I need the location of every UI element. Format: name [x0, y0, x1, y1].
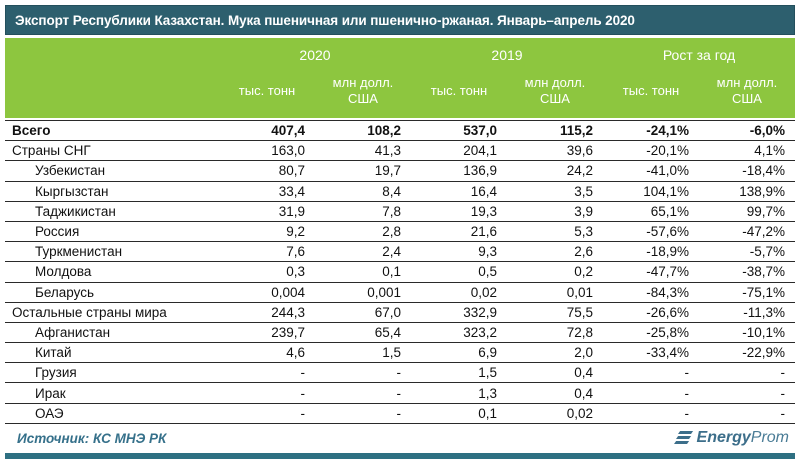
cell-value: 407,4 — [271, 123, 305, 139]
cell-value: -75,1% — [742, 284, 785, 300]
logo-text-energy: Energy — [696, 429, 751, 447]
cell-value: 8,4 — [382, 183, 401, 199]
cell-value: -20,1% — [646, 143, 689, 159]
cell-value: 0,4 — [574, 365, 593, 381]
table-header — [5, 38, 795, 118]
cell-value: 323,2 — [463, 324, 497, 340]
cell-value: -41,0% — [646, 163, 689, 179]
cell-value: - — [780, 385, 785, 401]
table-row — [5, 121, 795, 141]
cell-value: - — [684, 385, 689, 401]
cell-value: 31,9 — [278, 203, 305, 219]
cell-value: 0,004 — [271, 284, 305, 300]
table-row — [5, 363, 795, 383]
title-bar — [5, 5, 795, 35]
unit-header-growth-tons — [603, 68, 699, 114]
cell-value: 138,9% — [739, 183, 785, 199]
bottom-accent-bar — [5, 453, 795, 459]
cell-value: -22,9% — [742, 345, 785, 361]
cell-value: -38,7% — [742, 264, 785, 280]
table-row — [5, 141, 795, 161]
cell-value: 3,9 — [574, 203, 593, 219]
cell-value: 39,6 — [566, 143, 593, 159]
col-group-growth: Рост за год — [662, 47, 736, 63]
cell-value: - — [300, 365, 305, 381]
cell-value: -18,9% — [646, 244, 689, 260]
cell-value: 0,5 — [478, 264, 497, 280]
cell-value: 104,1% — [643, 183, 689, 199]
cell-value: -57,6% — [646, 224, 689, 240]
cell-value: 2,4 — [382, 244, 401, 260]
row-label: ОАЭ — [35, 405, 64, 421]
cell-value: 2,0 — [574, 345, 593, 361]
table-row — [5, 182, 795, 202]
cell-value: 80,7 — [278, 163, 305, 179]
unit-line: тыс. тонн — [622, 83, 680, 98]
row-label: Беларусь — [35, 284, 95, 300]
cell-value: -5,7% — [749, 244, 785, 260]
row-label: Страны СНГ — [12, 143, 91, 159]
cell-value: 9,3 — [478, 244, 497, 260]
cell-value: 0,02 — [470, 284, 497, 300]
cell-value: 65,1% — [650, 203, 689, 219]
table-body — [5, 120, 795, 424]
energyprom-logo — [675, 429, 789, 447]
source-note: Источник: КС МНЭ РК — [17, 430, 167, 446]
cell-value: 19,7 — [374, 163, 401, 179]
unit-line: млн долл. — [332, 75, 394, 90]
unit-line: США — [540, 91, 570, 106]
table-row — [5, 161, 795, 181]
cell-value: -24,1% — [646, 123, 689, 139]
cell-value: 72,8 — [566, 324, 593, 340]
table-row — [5, 222, 795, 242]
table-row — [5, 323, 795, 343]
cell-value: 163,0 — [271, 143, 305, 159]
cell-value: 0,02 — [566, 405, 593, 421]
cell-value: - — [780, 405, 785, 421]
cell-value: 1,5 — [478, 365, 497, 381]
cell-value: 0,1 — [478, 405, 497, 421]
cell-value: 5,3 — [574, 224, 593, 240]
row-label: Остальные страны мира — [12, 304, 167, 320]
cell-value: 19,3 — [470, 203, 497, 219]
cell-value: 24,2 — [566, 163, 593, 179]
table-row — [5, 242, 795, 262]
unit-header-2020-usd — [315, 68, 411, 114]
cell-value: 0,01 — [566, 284, 593, 300]
cell-value: 204,1 — [463, 143, 497, 159]
unit-header-2020-tons — [219, 68, 315, 114]
table-row — [5, 404, 795, 424]
cell-value: -18,4% — [742, 163, 785, 179]
cell-value: 0,2 — [574, 264, 593, 280]
row-label: Афганистан — [35, 324, 111, 340]
energyprom-bars-icon — [675, 431, 692, 445]
page-title: Экспорт Республики Казахстан. Мука пшеничная или пшенично-ржаная. Январь–апрель 2020 — [15, 12, 635, 28]
cell-value: -6,0% — [749, 123, 785, 139]
table-row — [5, 303, 795, 323]
table-row — [5, 343, 795, 363]
cell-value: 332,9 — [463, 304, 497, 320]
unit-line: США — [348, 91, 378, 106]
col-group-2020: 2020 — [299, 47, 331, 63]
cell-value: -47,7% — [646, 264, 689, 280]
cell-value: -11,3% — [743, 304, 785, 320]
cell-value: - — [684, 365, 689, 381]
cell-value: 41,3 — [374, 143, 401, 159]
infographic-frame — [5, 0, 795, 459]
cell-value: 0,001 — [367, 284, 401, 300]
unit-line: США — [732, 91, 762, 106]
cell-value: 115,2 — [559, 123, 593, 139]
footer — [5, 424, 795, 453]
cell-value: -47,2% — [742, 224, 785, 240]
corner-cell — [5, 68, 219, 114]
cell-value: 21,6 — [470, 224, 497, 240]
cell-value: 67,0 — [374, 304, 401, 320]
column-group-row — [5, 47, 795, 65]
cell-value: - — [396, 365, 401, 381]
cell-value: 0,3 — [286, 264, 305, 280]
cell-value: 108,2 — [367, 123, 401, 139]
cell-value: 65,4 — [374, 324, 401, 340]
cell-value: - — [300, 405, 305, 421]
unit-header-row — [5, 68, 795, 114]
cell-value: -26,6% — [646, 304, 689, 320]
unit-line: тыс. тонн — [238, 83, 296, 98]
cell-value: 7,8 — [382, 203, 401, 219]
cell-value: 2,6 — [574, 244, 593, 260]
cell-value: -25,8% — [646, 324, 689, 340]
cell-value: 16,4 — [470, 183, 497, 199]
cell-value: 239,7 — [271, 324, 305, 340]
table-row — [5, 262, 795, 282]
cell-value: 33,4 — [278, 183, 305, 199]
cell-value: 1,3 — [478, 385, 497, 401]
cell-value: 244,3 — [271, 304, 305, 320]
row-label: Китай — [35, 345, 72, 361]
cell-value: 136,9 — [463, 163, 497, 179]
row-label: Грузия — [35, 365, 77, 381]
cell-value: 7,6 — [286, 244, 305, 260]
cell-value: 3,5 — [574, 183, 593, 199]
cell-value: 1,5 — [382, 345, 401, 361]
cell-value: - — [684, 405, 689, 421]
row-label: Молдова — [35, 264, 92, 280]
table-row — [5, 383, 795, 403]
cell-value: 0,1 — [382, 264, 401, 280]
table-row — [5, 283, 795, 303]
cell-value: - — [396, 385, 401, 401]
cell-value: -10,1% — [742, 324, 785, 340]
cell-value: - — [780, 365, 785, 381]
corner-cell — [5, 47, 219, 65]
col-group-2019: 2019 — [491, 47, 523, 63]
row-label: Таджикистан — [35, 203, 116, 219]
table-row — [5, 202, 795, 222]
row-label: Россия — [35, 224, 80, 240]
logo-text-prom: Prom — [750, 429, 789, 447]
row-label: Кыргызстан — [35, 183, 109, 199]
row-label: Всего — [12, 123, 51, 139]
cell-value: 99,7% — [746, 203, 785, 219]
cell-value: 537,0 — [463, 123, 497, 139]
unit-line: тыс. тонн — [430, 83, 488, 98]
cell-value: 0,4 — [574, 385, 593, 401]
unit-header-growth-usd — [699, 68, 795, 114]
cell-value: 6,9 — [478, 345, 497, 361]
cell-value: -33,4% — [646, 345, 689, 361]
row-label: Туркменистан — [35, 244, 123, 260]
cell-value: 9,2 — [286, 224, 305, 240]
cell-value: - — [300, 385, 305, 401]
unit-line: млн долл. — [716, 75, 778, 90]
cell-value: 75,5 — [566, 304, 593, 320]
unit-header-2019-usd — [507, 68, 603, 114]
cell-value: 2,8 — [382, 224, 401, 240]
row-label: Узбекистан — [35, 163, 106, 179]
cell-value: - — [396, 405, 401, 421]
cell-value: 4,6 — [286, 345, 305, 361]
cell-value: 4,1% — [754, 143, 785, 159]
cell-value: -84,3% — [646, 284, 689, 300]
unit-header-2019-tons — [411, 68, 507, 114]
row-label: Ирак — [35, 385, 66, 401]
unit-line: млн долл. — [524, 75, 586, 90]
